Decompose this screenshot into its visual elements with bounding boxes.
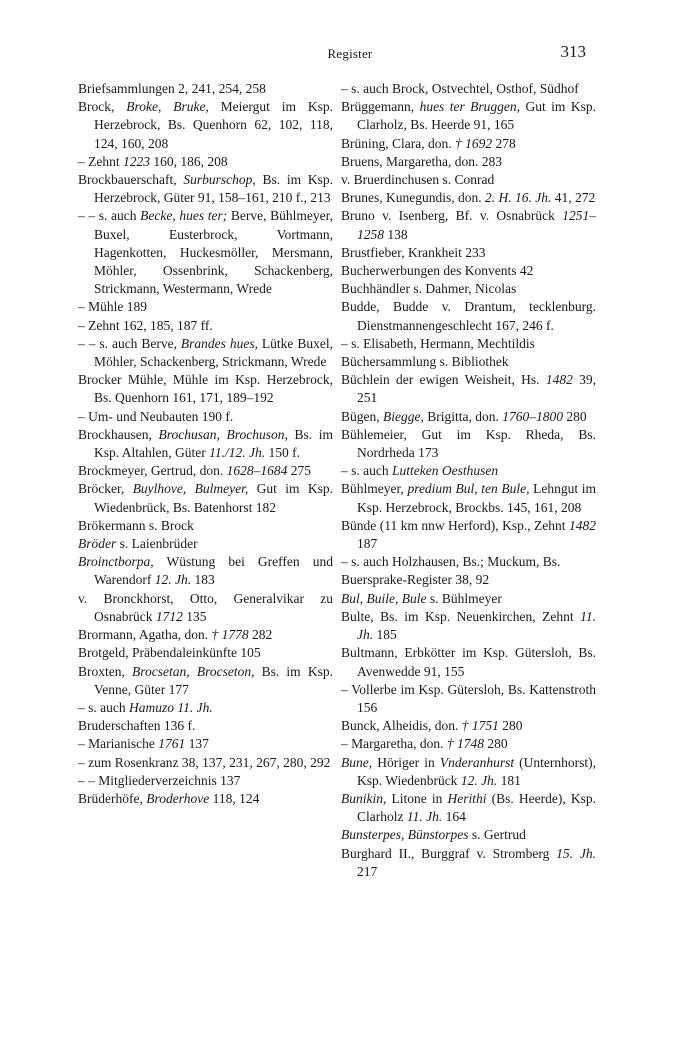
index-entry: Bunsterpes, Bünstorpes s. Gertrud	[341, 827, 526, 843]
index-entry: Bünde (11 km nnw Herford), Ksp., Zehnt 1482 187	[341, 517, 596, 552]
index-entry: Brunes, Kunegundis, don. 2. H. 16. Jh. 41, 272	[341, 190, 596, 206]
index-entry: Buersprake-Register 38, 92	[341, 572, 490, 588]
index-entry: Broxten, Brocsetan, Brocseton, Bs. im Ksp. Venne, Güter 177	[78, 663, 333, 697]
index-entry: Brüning, Clara, don. † 1692 278	[341, 135, 516, 151]
index-entry: Broinctborpa, Wüstung bei Greffen und Warendorf 12. Jh. 183	[78, 554, 333, 588]
index-entry: – s. auch Hamuzo 11. Jh.	[78, 699, 213, 715]
index-entry: Büchlein der ewigen Weisheit, Hs. 1482 39, 251	[341, 372, 597, 406]
index-entry: Bühlmeyer, predium Bul, ten Bule, Lehngut im Ksp. Herzebrock, Brockbs. 145, 161, 208	[341, 481, 596, 515]
index-entry: – s. Elisabeth, Hermann, Mechtildis	[341, 335, 535, 351]
index-entry: Bunikin, Litone in Herithi (Bs. Heerde), Ksp. Clarholz 11. Jh. 164	[341, 790, 596, 825]
index-entry: Burghard II., Burggraf v. Stromberg 15. Jh. 217	[341, 845, 596, 879]
index-entry: v. Bronckhorst, Otto, Generalvikar zu Osnabrück 1712 135	[78, 590, 333, 624]
index-entry: Bune, Höriger in Vnderanhurst (Unternhorst), Ksp. Wiedenbrück 12. Jh. 181	[341, 754, 597, 788]
index-column-left	[78, 80, 333, 808]
index-entry: Bruderschaften 136 f.	[78, 718, 196, 734]
index-entry: Brockmeyer, Gertrud, don. 1628–1684 275	[78, 463, 312, 479]
index-entry: Bulte, Bs. im Ksp. Neuenkirchen, Zehnt 11. Jh. 185	[341, 608, 596, 643]
index-entry: Budde, Budde v. Drantum, tecklenburg. Dienstmannengeschlecht 167, 246 f.	[341, 299, 596, 333]
index-entry: Bruens, Margaretha, don. 283	[341, 153, 502, 169]
index-entry: – Marianische 1761 137	[78, 736, 209, 752]
index-entry: Brormann, Agatha, don. † 1778 282	[78, 627, 273, 643]
index-entry: Bultmann, Erbkötter im Ksp. Gütersloh, Bs. Avenwedde 91, 155	[341, 645, 596, 679]
index-entry: – Margaretha, don. † 1748 280	[341, 736, 508, 752]
index-entry: – Mühle 189	[78, 299, 147, 315]
index-entry: – Vollerbe im Ksp. Gütersloh, Bs. Kattenstroth 156	[341, 681, 596, 715]
index-entry: – zum Rosenkranz 38, 137, 231, 267, 280, 292	[78, 754, 331, 770]
index-entry: Brock, Broke, Bruke, Meiergut im Ksp. Herzebrock, Bs. Quenhorn 62, 102, 118, 124, 160, 208	[78, 99, 334, 151]
index-entry: Bruno v. Isenberg, Bf. v. Osnabrück 1251–1258 138	[341, 208, 596, 242]
index-entry: v. Bruerdinchusen s. Conrad	[341, 172, 495, 188]
index-entry: Brökermann s. Brock	[78, 517, 194, 533]
index-entry: – – Mitgliederverzeichnis 137	[78, 772, 241, 788]
index-column-right	[341, 80, 596, 881]
running-title: Register	[327, 46, 373, 61]
index-entry: Brüggemann, hues ter Bruggen, Gut im Ksp. Clarholz, Bs. Heerde 91, 165	[341, 99, 596, 133]
index-entry: Bunck, Alheidis, don. † 1751 280	[341, 718, 523, 734]
index-entry: – Zehnt 162, 185, 187 ff.	[78, 317, 213, 333]
index-entry: – s. auch Brock, Ostvechtel, Osthof, Südhof	[341, 81, 579, 96]
index-entry: Brockhausen, Brochusan, Brochuson, Bs. im Ksp. Altahlen, Güter 11./12. Jh. 150 f.	[78, 426, 333, 461]
index-entry: Bröcker, Buylhove, Bulmeyer, Gut im Ksp. Wiedenbrück, Bs. Batenhorst 182	[78, 481, 333, 515]
index-entry: Bucherwerbungen des Konvents 42	[341, 263, 534, 279]
index-entry: Brotgeld, Präbendaleinkünfte 105	[78, 645, 261, 661]
index-entry: – s. auch Holzhausen, Bs.; Muckum, Bs.	[341, 554, 561, 570]
index-entry: Bügen, Biegge, Brigitta, don. 1760–1800 280	[341, 408, 587, 424]
index-entry: Brüderhöfe, Broderhove 118, 124	[78, 790, 260, 806]
index-entry: – Zehnt 1223 160, 186, 208	[78, 153, 228, 169]
page-header	[0, 42, 700, 66]
index-entry: – s. auch Lutteken Oesthusen	[341, 463, 499, 479]
index-entry: Brocker Mühle, Mühle im Ksp. Herzebrock, Bs. Quenhorn 161, 171, 189–192	[78, 372, 333, 406]
index-entry: Briefsammlungen 2, 241, 254, 258	[78, 81, 266, 96]
index-entry: – – s. auch Berve, Brandes hues, Lütke Buxel, Möhler, Schackenberg, Strickmann, Wrede	[78, 335, 333, 370]
index-entry: Büchersammlung s. Bibliothek	[341, 354, 509, 370]
index-entry: – Um- und Neubauten 190 f.	[78, 408, 234, 424]
index-entry: Bul, Buile, Bule s. Bühlmeyer	[341, 590, 502, 606]
index-entry: – – s. auch Becke, hues ter; Berve, Bühlmeyer, Buxel, Eusterbrock, Vortmann, Hagenkotten, Huckesmöller, Mersmann, Möhler, Ossenbrink, Schackenberg, Strickmann, Westermann, Wrede	[78, 208, 333, 297]
index-entry: Brustfieber, Krankheit 233	[341, 244, 486, 260]
index-entry: Bühlemeier, Gut im Ksp. Rheda, Bs. Nordrheda 173	[341, 426, 596, 461]
index-entry: Brockbauerschaft, Surburschop, Bs. im Ksp. Herzebrock, Güter 91, 158–161, 210 f., 213	[78, 172, 333, 206]
index-entry: Bröder s. Laienbrüder	[78, 536, 198, 552]
index-entry: Buchhändler s. Dahmer, Nicolas	[341, 281, 517, 297]
page-number: 313	[560, 42, 586, 61]
